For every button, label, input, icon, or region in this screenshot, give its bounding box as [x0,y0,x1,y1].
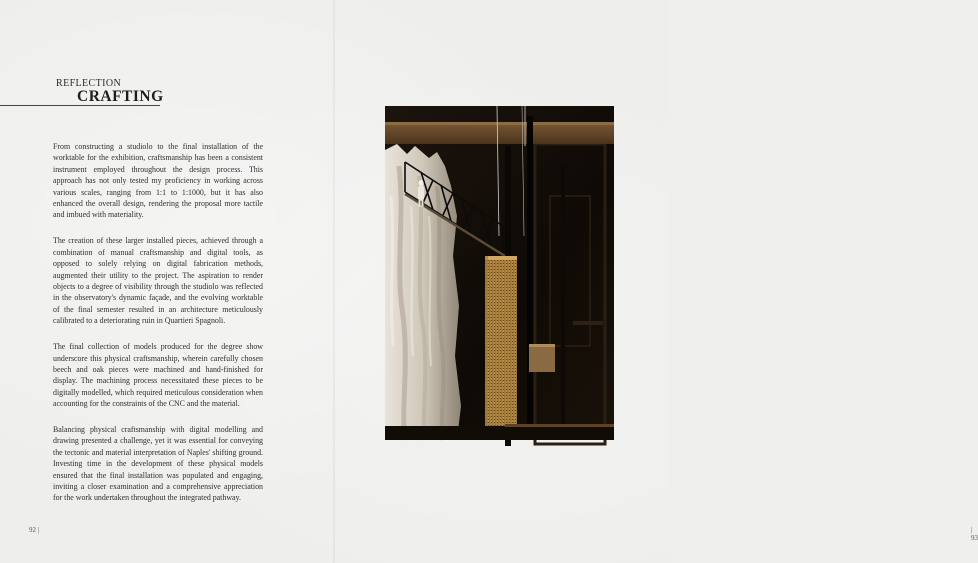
model-photograph-illustration [385,106,614,440]
left-page [0,0,334,563]
paragraph-4: Balancing physical craftsmanship with digital modelling and drawing presented a challenge, yet it was essential for conveying the tectonic and material interpretation of Naples' shifting ground. Investing time in the development of these physical models ensured that the final installation was populated and engaging, inviting a closer examination and a comprehensive appreciation for the work undertaken throughout the integrated pathway. [53,425,263,503]
paragraph-3: The final collection of models produced for the degree show underscore this physical craftsmanship, wherein carefully chosen beech and oak pieces were machined and hand-finished for display. The machining process necessitated these pieces to be digitally modelled, which required meticulous consideration when accounting for the constraints of the CNC and the material. [53,342,263,409]
paragraph-2: The creation of these larger installed pieces, achieved through a combination of manual craftsmanship and digital tools, as opposed to solely relying on digital fabrication methods, augmented their utility to the project. The aspiration to render objects to a degree of visibility through the studiolo was reflected in the observatory's dynamic façade, and the evolving worktable of the final semester resulted in an architecture meticulously calibrated to a deteriorating ruin in Quartieri Spagnoli. [53,236,263,326]
page-number-right: | 93 [971,526,978,542]
body-text [53,141,263,518]
section-label: REFLECTION [56,78,122,89]
paragraph-1: From constructing a studiolo to the final installation of the worktable for the exhibition, craftsmanship has been a consistent instrument employed throughout the design process. This approach has not only tested my proficiency in working across various scales, ranging from 1:1 to 1:1000, but it has also enhanced the overall design, rendering the proposal more tactile and imbued with materiality. [53,142,263,220]
page-title: CRAFTING [77,88,164,105]
model-photograph [385,106,614,440]
title-underline-rule [0,105,160,106]
page-number-left: 92 | [29,526,40,534]
